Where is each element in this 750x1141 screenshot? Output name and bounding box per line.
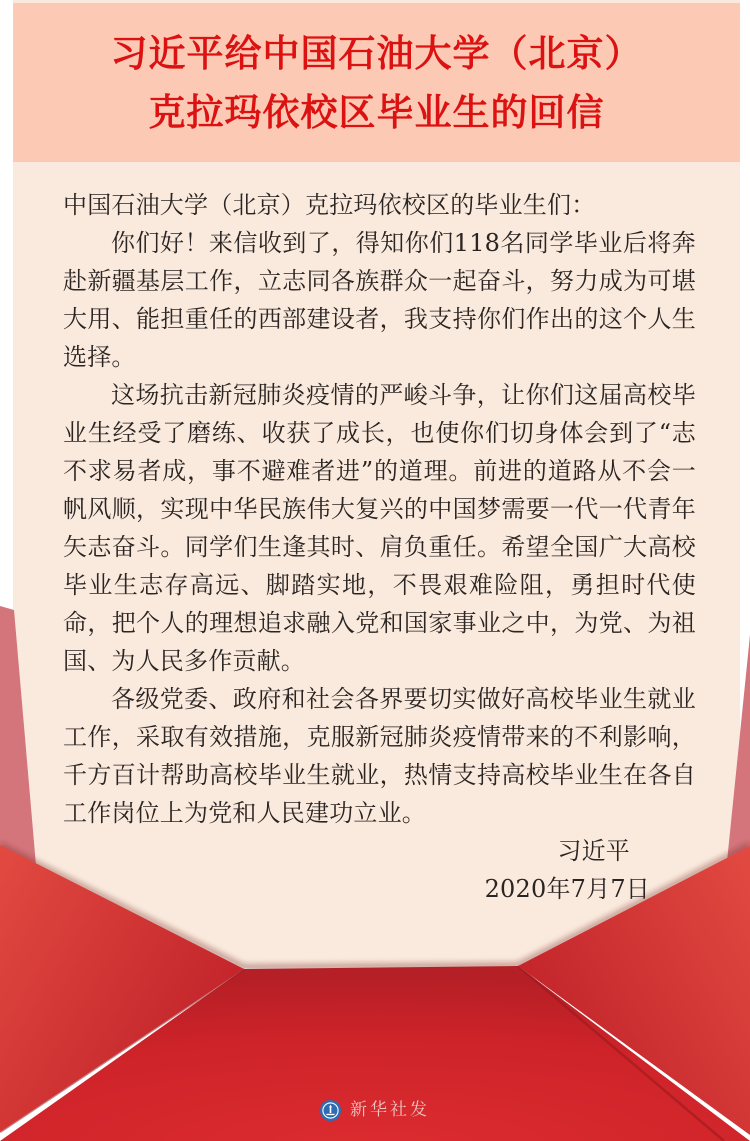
headline-line-1: 习近平给中国石油大学（北京） [110, 30, 643, 75]
letter-date: 2020年7月7日 [484, 875, 650, 903]
letter-paragraph: 你们好！来信收到了，得知你们118名同学毕业后将奔赴新疆基层工作，立志同各族群众一起奋斗，努力成为可堪大用、能担重任的西部建设者，我支持你们作出的这个人生选择。 [63, 229, 696, 371]
letter-paragraph: 各级党委、政府和社会各界要切实做好高校毕业生就业工作，采取有效措施，克服新冠肺炎疫情带来的不利影响，千方百计帮助高校毕业生就业，热情支持高校毕业生在各自工作岗位上为党和人民建功立业。 [63, 685, 696, 827]
agency-credit [0, 1096, 750, 1124]
letter-signature: 习近平 [557, 837, 630, 865]
xinhua-emblem-icon [320, 1100, 341, 1121]
agency-credit-label: 新华社发 [350, 1100, 430, 1120]
letter-paragraph: 这场抗击新冠肺炎疫情的严峻斗争，让你们这届高校毕业生经受了磨练、收获了成长，也使你们切身体会到了“志不求易者成，事不避难者进”的道理。前进的道路从不会一帆风顺，实现中华民族伟大复兴的中国梦需要一代一代青年矢志奋斗。同学们生逢其时、肩负重任。希望全国广大高校毕业生志存高远、脚踏实地，不畏艰难险阻，勇担时代使命，把个人的理想追求融入党和国家事业之中，为党、为祖国、为人民多作贡献。 [63, 381, 696, 675]
letter-salutation: 中国石油大学（北京）克拉玛依校区的毕业生们： [63, 191, 596, 219]
headline-line-2: 克拉玛依校区毕业生的回信 [148, 89, 605, 134]
